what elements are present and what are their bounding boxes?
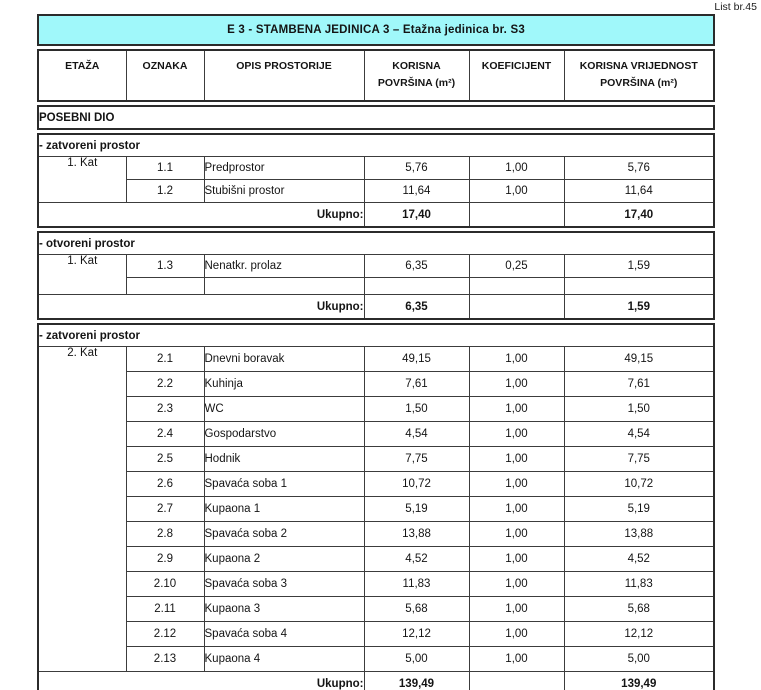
cell-oznaka: 2.9 xyxy=(126,547,204,572)
group-otvoreni-1kat xyxy=(37,231,715,320)
cell-oznaka: 2.6 xyxy=(126,472,204,497)
cell-vrijednost: 5,76 xyxy=(564,157,714,180)
table-row xyxy=(38,597,714,622)
section-label: - zatvoreni prostor xyxy=(38,134,714,157)
column-header-koeficijent: KOEFICIJENT xyxy=(469,50,564,101)
cell-vrijednost: 4,54 xyxy=(564,422,714,447)
cell-vrijednost xyxy=(564,278,714,295)
cell-oznaka: 2.4 xyxy=(126,422,204,447)
cell-vrijednost: 11,83 xyxy=(564,572,714,597)
cell-povrsina: 5,19 xyxy=(364,497,469,522)
posebni-dio-block xyxy=(37,105,715,130)
table-row-empty xyxy=(38,278,714,295)
total-koeficijent xyxy=(469,295,564,320)
section-label: - zatvoreni prostor xyxy=(38,324,714,347)
cell-oznaka: 2.11 xyxy=(126,597,204,622)
table-row xyxy=(38,572,714,597)
total-povrsina: 6,35 xyxy=(364,295,469,320)
cell-etaza: 1. Kat xyxy=(38,255,126,295)
section-label-posebni-dio: POSEBNI DIO xyxy=(38,106,714,129)
section-row xyxy=(38,324,714,347)
cell-vrijednost: 7,61 xyxy=(564,372,714,397)
cell-koeficijent: 1,00 xyxy=(469,547,564,572)
cell-oznaka: 1.3 xyxy=(126,255,204,278)
cell-vrijednost: 5,19 xyxy=(564,497,714,522)
title-row xyxy=(38,15,714,45)
total-koeficijent xyxy=(469,203,564,228)
table-row xyxy=(38,472,714,497)
cell-povrsina: 5,00 xyxy=(364,647,469,672)
area-calculation-table xyxy=(37,14,713,690)
cell-opis xyxy=(204,278,364,295)
total-vrijednost: 17,40 xyxy=(564,203,714,228)
cell-povrsina: 7,75 xyxy=(364,447,469,472)
cell-oznaka: 2.12 xyxy=(126,622,204,647)
cell-koeficijent: 1,00 xyxy=(469,422,564,447)
column-header-korisna-line1: KORISNA xyxy=(392,60,441,72)
table-row xyxy=(38,422,714,447)
table-row xyxy=(38,255,714,278)
column-header-vrijednost-line2: POVRŠINA (m²) xyxy=(600,77,678,89)
cell-koeficijent: 1,00 xyxy=(469,347,564,372)
cell-povrsina: 5,76 xyxy=(364,157,469,180)
table-row xyxy=(38,547,714,572)
title-block xyxy=(37,14,715,46)
cell-oznaka: 2.8 xyxy=(126,522,204,547)
column-header-korisna-vrijednost xyxy=(564,50,714,101)
cell-povrsina: 4,54 xyxy=(364,422,469,447)
cell-koeficijent: 1,00 xyxy=(469,472,564,497)
column-header-oznaka: OZNAKA xyxy=(126,50,204,101)
total-koeficijent xyxy=(469,672,564,690)
cell-opis: Spavaća soba 4 xyxy=(204,622,364,647)
table-row xyxy=(38,622,714,647)
total-row xyxy=(38,672,714,690)
cell-vrijednost: 10,72 xyxy=(564,472,714,497)
column-header-vrijednost-line1: KORISNA VRIJEDNOST xyxy=(579,60,698,72)
cell-opis: Predprostor xyxy=(204,157,364,180)
cell-oznaka xyxy=(126,278,204,295)
cell-oznaka: 1.2 xyxy=(126,180,204,203)
cell-opis: Kuhinja xyxy=(204,372,364,397)
column-header-row xyxy=(38,50,714,101)
cell-oznaka: 1.1 xyxy=(126,157,204,180)
cell-vrijednost: 11,64 xyxy=(564,180,714,203)
column-header-opis: OPIS PROSTORIJE xyxy=(204,50,364,101)
cell-opis: Spavaća soba 3 xyxy=(204,572,364,597)
cell-etaza: 2. Kat xyxy=(38,347,126,672)
table-row xyxy=(38,372,714,397)
total-label: Ukupno: xyxy=(38,672,364,690)
cell-koeficijent: 1,00 xyxy=(469,447,564,472)
cell-povrsina: 7,61 xyxy=(364,372,469,397)
cell-oznaka: 2.13 xyxy=(126,647,204,672)
cell-opis: Kupaona 3 xyxy=(204,597,364,622)
total-row xyxy=(38,295,714,320)
cell-povrsina: 11,83 xyxy=(364,572,469,597)
total-vrijednost: 139,49 xyxy=(564,672,714,690)
cell-oznaka: 2.3 xyxy=(126,397,204,422)
sheet-number-label: List br.45 xyxy=(714,1,757,13)
cell-vrijednost: 1,50 xyxy=(564,397,714,422)
page-title: E 3 - STAMBENA JEDINICA 3 – Etažna jedinica br. S3 xyxy=(38,15,714,45)
cell-vrijednost: 5,68 xyxy=(564,597,714,622)
cell-koeficijent: 0,25 xyxy=(469,255,564,278)
cell-opis: Stubišni prostor xyxy=(204,180,364,203)
table-row xyxy=(38,522,714,547)
cell-koeficijent: 1,00 xyxy=(469,157,564,180)
table-row xyxy=(38,397,714,422)
cell-oznaka: 2.10 xyxy=(126,572,204,597)
total-povrsina: 139,49 xyxy=(364,672,469,690)
table-row xyxy=(38,447,714,472)
cell-povrsina: 6,35 xyxy=(364,255,469,278)
table-row xyxy=(38,180,714,203)
cell-vrijednost: 7,75 xyxy=(564,447,714,472)
cell-povrsina: 5,68 xyxy=(364,597,469,622)
cell-vrijednost: 5,00 xyxy=(564,647,714,672)
column-header-block xyxy=(37,49,715,102)
table-row xyxy=(38,647,714,672)
cell-opis: Spavaća soba 2 xyxy=(204,522,364,547)
cell-koeficijent: 1,00 xyxy=(469,597,564,622)
cell-opis: Nenatkr. prolaz xyxy=(204,255,364,278)
cell-povrsina: 4,52 xyxy=(364,547,469,572)
cell-opis: Kupaona 1 xyxy=(204,497,364,522)
table-row xyxy=(38,157,714,180)
cell-povrsina: 12,12 xyxy=(364,622,469,647)
cell-oznaka: 2.5 xyxy=(126,447,204,472)
cell-povrsina: 10,72 xyxy=(364,472,469,497)
cell-opis: Spavaća soba 1 xyxy=(204,472,364,497)
cell-etaza: 1. Kat xyxy=(38,157,126,203)
cell-koeficijent: 1,00 xyxy=(469,497,564,522)
column-header-korisna-line2: POVRŠINA (m²) xyxy=(377,77,456,89)
table-row xyxy=(38,497,714,522)
cell-opis: Kupaona 2 xyxy=(204,547,364,572)
group-zatvoreni-1kat xyxy=(37,133,715,228)
cell-vrijednost: 12,12 xyxy=(564,622,714,647)
cell-povrsina: 1,50 xyxy=(364,397,469,422)
cell-vrijednost: 4,52 xyxy=(564,547,714,572)
cell-vrijednost: 13,88 xyxy=(564,522,714,547)
total-label: Ukupno: xyxy=(38,203,364,228)
cell-povrsina: 49,15 xyxy=(364,347,469,372)
cell-vrijednost: 49,15 xyxy=(564,347,714,372)
cell-koeficijent: 1,00 xyxy=(469,372,564,397)
cell-oznaka: 2.1 xyxy=(126,347,204,372)
section-row xyxy=(38,134,714,157)
cell-koeficijent xyxy=(469,278,564,295)
total-povrsina: 17,40 xyxy=(364,203,469,228)
cell-povrsina: 13,88 xyxy=(364,522,469,547)
cell-opis: Hodnik xyxy=(204,447,364,472)
cell-koeficijent: 1,00 xyxy=(469,622,564,647)
cell-povrsina xyxy=(364,278,469,295)
section-row xyxy=(38,232,714,255)
total-vrijednost: 1,59 xyxy=(564,295,714,320)
cell-opis: Dnevni boravak xyxy=(204,347,364,372)
group-zatvoreni-2kat xyxy=(37,323,715,690)
table-row xyxy=(38,347,714,372)
cell-opis: WC xyxy=(204,397,364,422)
cell-povrsina: 11,64 xyxy=(364,180,469,203)
cell-koeficijent: 1,00 xyxy=(469,572,564,597)
cell-koeficijent: 1,00 xyxy=(469,397,564,422)
total-row xyxy=(38,203,714,228)
cell-vrijednost: 1,59 xyxy=(564,255,714,278)
total-label: Ukupno: xyxy=(38,295,364,320)
cell-oznaka: 2.2 xyxy=(126,372,204,397)
column-header-korisna-povrsina xyxy=(364,50,469,101)
cell-koeficijent: 1,00 xyxy=(469,180,564,203)
cell-koeficijent: 1,00 xyxy=(469,522,564,547)
cell-opis: Gospodarstvo xyxy=(204,422,364,447)
cell-oznaka: 2.7 xyxy=(126,497,204,522)
cell-koeficijent: 1,00 xyxy=(469,647,564,672)
column-header-etaza: ETAŽA xyxy=(38,50,126,101)
section-row-posebni-dio xyxy=(38,106,714,129)
cell-opis: Kupaona 4 xyxy=(204,647,364,672)
section-label: - otvoreni prostor xyxy=(38,232,714,255)
